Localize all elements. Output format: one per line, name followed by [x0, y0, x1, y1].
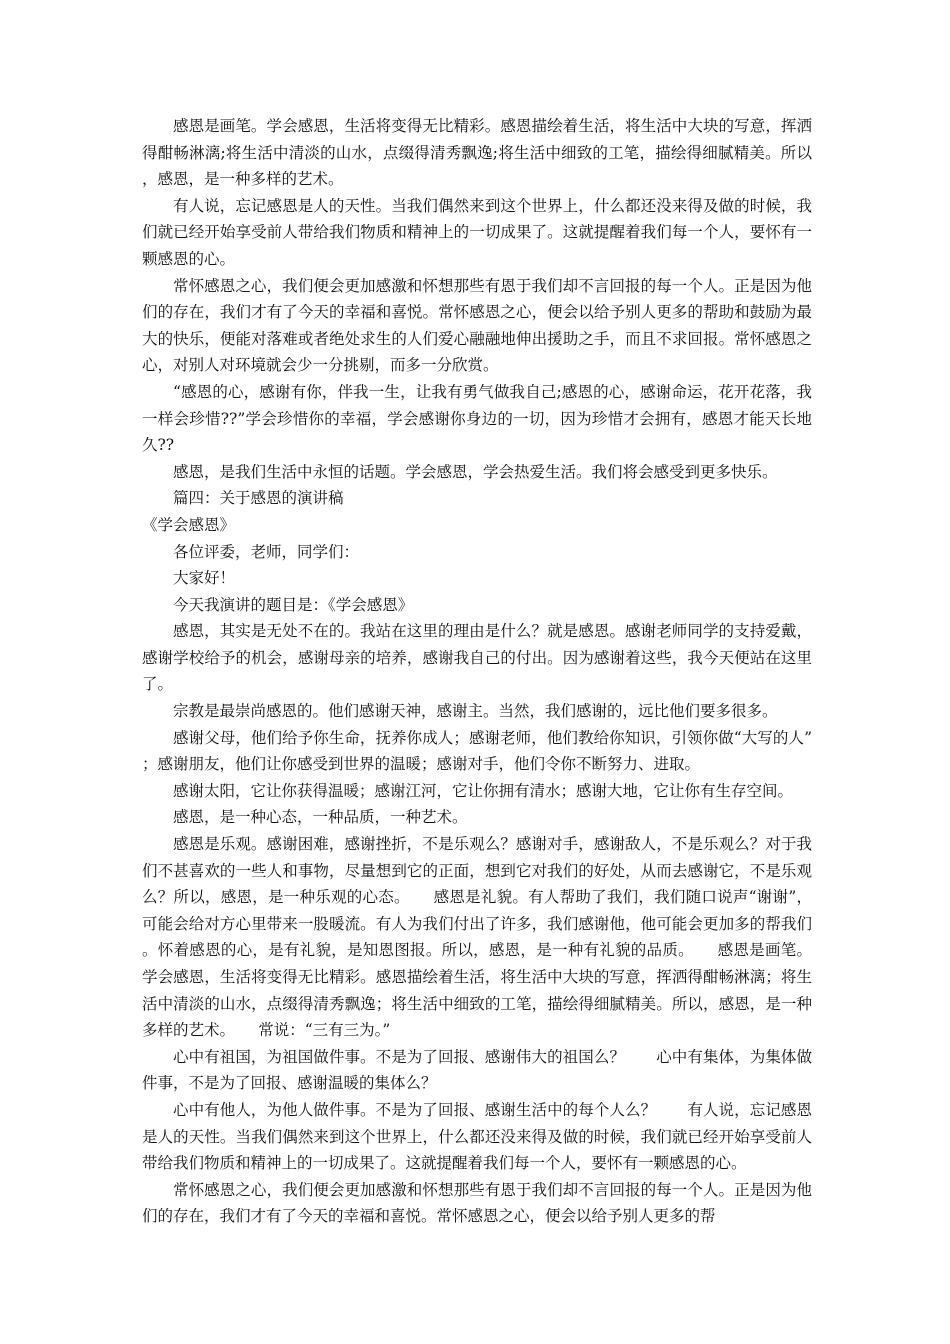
- greeting: 大家好！: [173, 569, 236, 588]
- paragraph: 感谢父母，他们给予你生命，抚养你成人；感谢老师，他们教给你知识，引领你做“大写的人”；感谢朋友，他们让你感受到世界的温暖；感谢对手，他们令你不断努力、进取。: [142, 728, 812, 774]
- paragraph: 感恩，是一种心态，一种品质，一种艺术。: [173, 808, 468, 827]
- section-heading: 篇四：关于感恩的演讲稿: [173, 489, 344, 508]
- document-body: [142, 113, 812, 1230]
- paragraph: 心中有祖国，为祖国做件事。不是为了回报、感谢伟大的祖国么？ 心中有集体，为集体做件事，不是为了回报、感谢温暖的集体么？: [142, 1047, 812, 1093]
- paragraph: 感恩，是我们生活中永恒的话题。学会感恩，学会热爱生活。我们将会感受到更多快乐。: [173, 462, 778, 481]
- paragraph: “感恩的心，感谢有你，伴我一生，让我有勇气做我自己;感恩的心，感谢命运，花开花落，我一样会珍惜??”学会珍惜你的幸福，学会感谢你身边的一切，因为珍惜才会拥有，感恩才能天长地久??: [142, 382, 812, 455]
- salutation: 各位评委，老师，同学们：: [173, 542, 360, 561]
- paragraph: 有人说，忘记感恩是人的天性。当我们偶然来到这个世界上，什么都还没来得及做的时候，我们就已经开始享受前人带给我们物质和精神上的一切成果了。这就提醒着我们每一个人，要怀有一颗感恩的心。: [142, 196, 812, 268]
- speech-topic: 今天我演讲的题目是：《学会感恩》: [173, 595, 414, 614]
- paragraph: 感恩，其实是无处不在的。我站在这里的理由是什么？就是感恩。感谢老师同学的支持爱戴，感谢学校给予的机会，感谢母亲的培养，感谢我自己的付出。因为感谢着这些，我今天便站在这里了。: [142, 622, 812, 694]
- paragraph: 常怀感恩之心，我们便会更加感激和怀想那些有恩于我们却不言回报的每一个人。正是因为他们的存在，我们才有了今天的幸福和喜悦。常怀感恩之心，便会以给予别人更多的帮: [142, 1180, 812, 1226]
- paragraph: 感谢太阳，它让你获得温暖；感谢江河，它让你拥有清水；感谢大地，它让你有生存空间。: [173, 781, 794, 800]
- paragraph: 宗教是最崇尚感恩的。他们感谢天神，感谢主。当然，我们感谢的，远比他们要多很多。: [173, 702, 778, 721]
- paragraph: 感恩是乐观。感谢困难，感谢挫折，不是乐观么？感谢对手，感谢敌人，不是乐观么？对于我们不甚喜欢的一些人和事物，尽量想到它的正面，想到它对我们的好处，从而去感谢它，不是乐观么？所以，感恩，是一种乐观的心态。 感恩是礼貌。有人帮助了我们，我们随口说声“谢谢”，可能会给对方心里带来一股暖流。有人为我们付出了许多，我们感谢他，他可能会更加多的帮我们。怀着感恩的心，是有礼貌，是知恩图报。所以，感恩，是一种有礼貌的品质。 感恩是画笔。学会感恩，生活将变得无比精彩。感恩描绘着生活，将生活中大块的写意，挥洒得酣畅淋漓；将生活中清淡的山水，点缀得清秀飘逸；将生活中细致的工笔，描绘得细腻精美。所以，感恩，是一种多样的艺术。 常说：“三有三为。”: [142, 835, 812, 1040]
- paragraph: 常怀感恩之心，我们便会更加感激和怀想那些有恩于我们却不言回报的每一个人。正是因为他们的存在，我们才有了今天的幸福和喜悦。常怀感恩之心，便会以给予别人更多的帮助和鼓励为最大的快乐，便能对落难或者绝处求生的人们爱心融融地伸出援助之手，而且不求回报。常怀感恩之心，对别人对环境就会少一分挑剔，而多一分欣赏。: [142, 276, 812, 375]
- speech-title: 《学会感恩》: [142, 515, 236, 534]
- paragraph: 心中有他人，为他人做件事。不是为了回报、感谢生活中的每个人么？ 有人说，忘记感恩是人的天性。当我们偶然来到这个世界上，什么都还没来得及做的时候，我们就已经开始享受前人带给我们物质和精神上的一切成果了。这就提醒着我们每一个人，要怀有一颗感恩的心。: [142, 1100, 812, 1173]
- paragraph: 感恩是画笔。学会感恩，生活将变得无比精彩。感恩描绘着生活，将生活中大块的写意，挥洒得酣畅淋漓;将生活中清淡的山水，点缀得清秀飘逸;将生活中细致的工笔，描绘得细腻精美。所以，感恩，是一种多样的艺术。: [142, 117, 812, 189]
